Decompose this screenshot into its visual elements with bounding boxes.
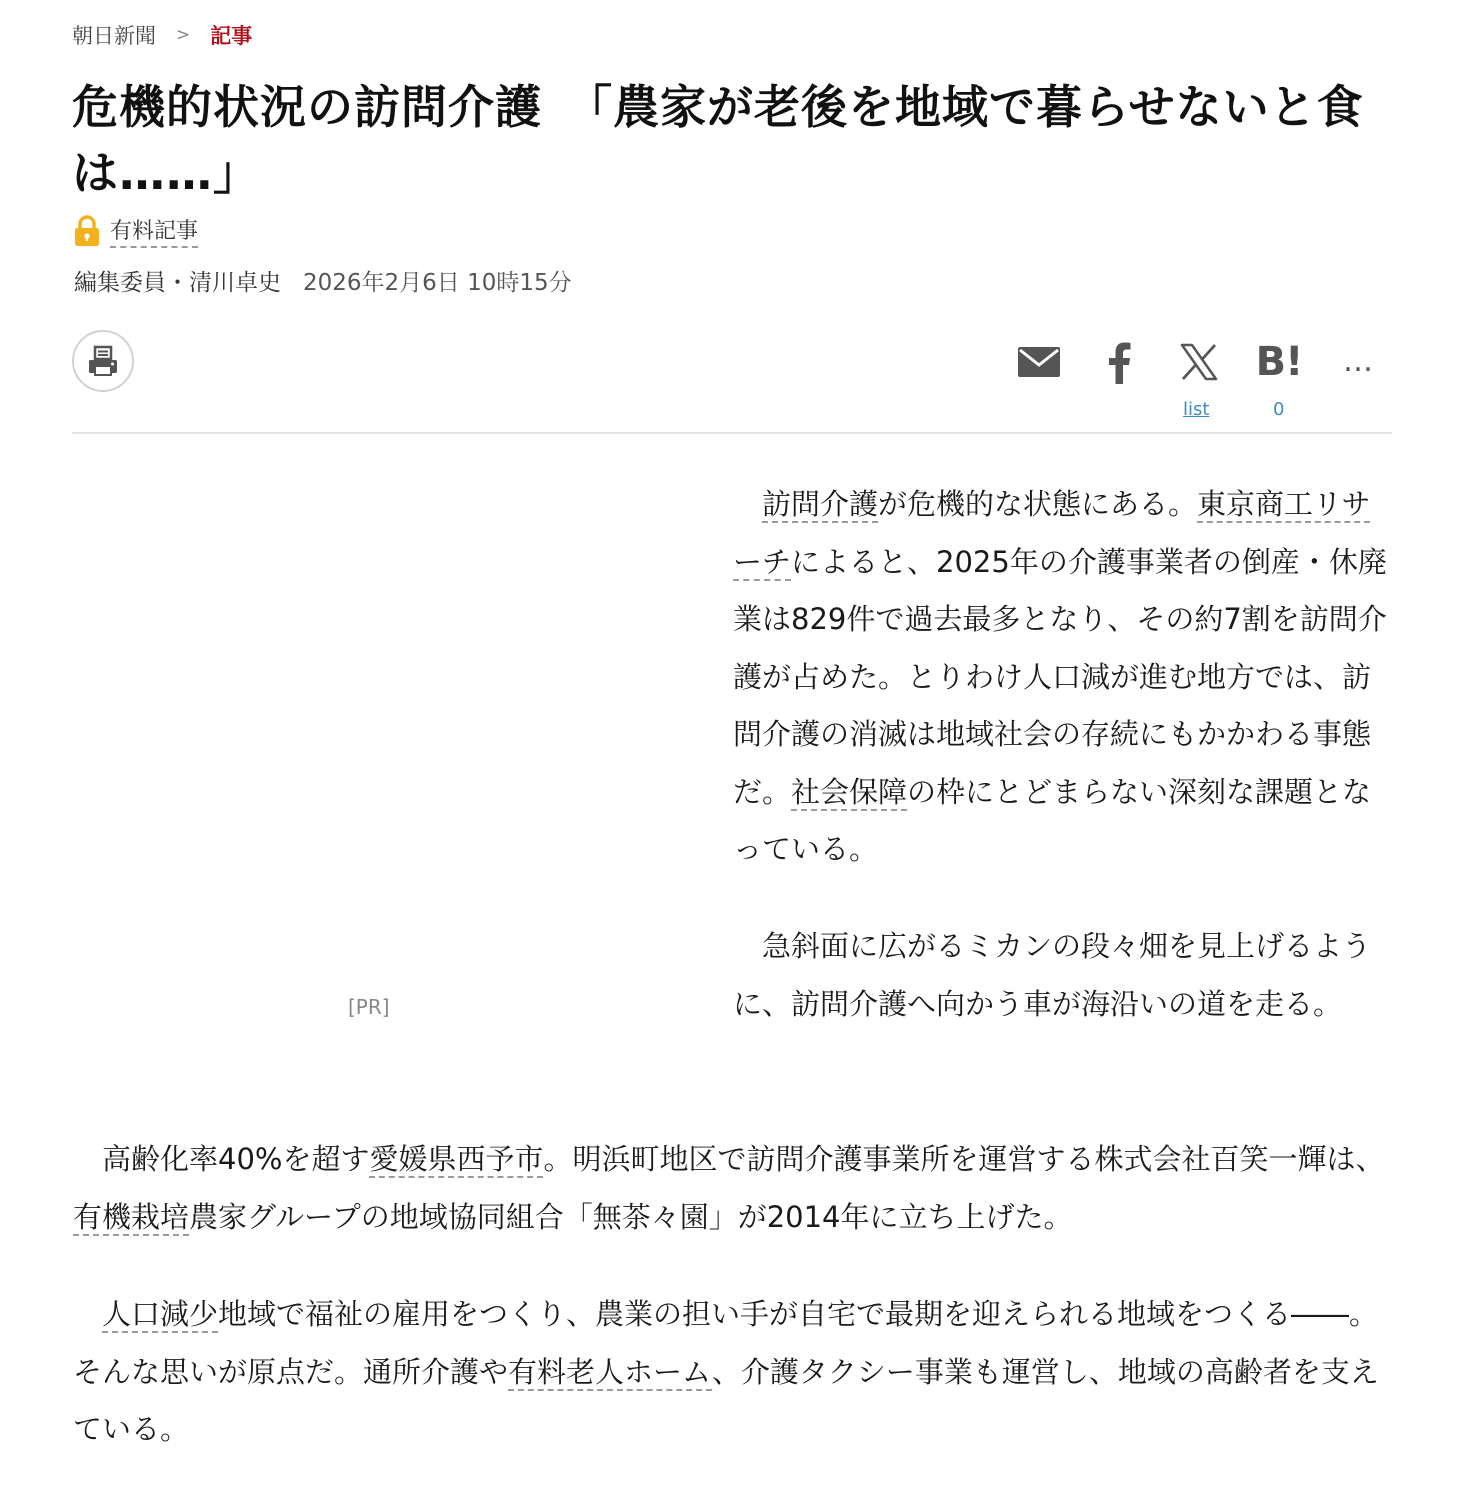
article-title: 危機的状況の訪問介護 「農家が老後を地域で暮らせないと食は……」 — [72, 80, 1364, 200]
x-icon — [1179, 342, 1219, 382]
x-list-link[interactable]: list — [1183, 399, 1210, 420]
keyword-link[interactable]: 人口減少 — [102, 1297, 219, 1331]
paragraph-text: 、介護タクシー事業も運営し、地域の高齢者を支えている。 — [73, 1354, 1379, 1446]
publish-date: 2026年2月6日 10時15分 — [303, 270, 572, 296]
byline — [74, 264, 572, 297]
lock-icon — [74, 215, 100, 247]
paragraph-text: 。明浜町地区で訪問介護事業所を運営する株式会社百笑一輝は、 — [543, 1142, 1385, 1176]
breadcrumb — [72, 20, 252, 50]
share-facebook-button[interactable] — [1094, 336, 1144, 388]
more-icon: … — [1343, 344, 1375, 379]
header-divider — [72, 432, 1392, 434]
article-paragraph-2 — [733, 918, 1393, 1033]
hatena-bookmark-icon: B! — [1255, 339, 1303, 385]
article-paragraph-4 — [73, 1286, 1393, 1459]
share-x-button[interactable] — [1174, 336, 1224, 388]
share-hatena-button[interactable] — [1254, 336, 1304, 388]
paragraph-text: によると、2025年の介護事業者の倒産・休廃業は829件で過去最多となり、その約7割を訪問介護が占めた。とりわけ人口減が進む地方では、訪問介護の消滅は地域社会の存続にもかかわる事態だ。 — [733, 544, 1387, 809]
breadcrumb-home-link[interactable]: 朝日新聞 — [72, 24, 156, 48]
share-more-button[interactable] — [1334, 336, 1384, 388]
breadcrumb-current[interactable]: 記事 — [210, 24, 253, 48]
share-mail-button[interactable] — [1014, 336, 1064, 388]
print-icon — [86, 344, 120, 378]
paragraph-text: 急斜面に広がるミカンの段々畑を見上げるように、訪問介護へ向かう車が海沿いの道を走る。 — [733, 929, 1372, 1021]
article-paragraph-3 — [73, 1131, 1393, 1246]
ad-pr-label: [PR] — [348, 995, 390, 1019]
paragraph-text: の枠にとどまらない深刻な課題となっている。 — [733, 774, 1372, 866]
paid-article-label[interactable]: 有料記事 — [110, 214, 198, 248]
author-name: 編集委員・清川卓史 — [74, 270, 281, 296]
ad-slot[interactable] — [72, 478, 672, 1038]
mail-icon — [1017, 345, 1061, 379]
keyword-link[interactable]: 東京商工リサーチ — [733, 487, 1371, 579]
paragraph-text: が危機的な状態にある。 — [878, 487, 1198, 521]
article-paragraph-1 — [733, 476, 1393, 879]
print-button[interactable] — [72, 330, 134, 392]
paragraph-text: 農家グループの地域協同組合「無茶々園」が2014年に立ち上げた。 — [189, 1199, 1073, 1234]
paragraph-text: 地域で福祉の雇用をつくり、農業の担い手が自宅で最期を迎えられる地域をつくる――。そんな思いが原点だ。通所介護や — [73, 1297, 1379, 1389]
keyword-link[interactable]: 社会保障 — [791, 774, 908, 809]
breadcrumb-separator: > — [176, 25, 191, 45]
keyword-link[interactable]: 有機栽培 — [73, 1199, 190, 1234]
hatena-bookmark-count[interactable]: 0 — [1273, 399, 1285, 420]
facebook-icon — [1106, 340, 1132, 384]
keyword-link[interactable]: 有料老人ホーム — [508, 1354, 712, 1389]
paid-article-badge — [74, 214, 198, 248]
keyword-link[interactable]: 訪問介護 — [762, 487, 879, 521]
paragraph-text: 高齢化率40%を超す — [102, 1142, 370, 1176]
keyword-link[interactable]: 愛媛県西予市 — [369, 1142, 544, 1176]
